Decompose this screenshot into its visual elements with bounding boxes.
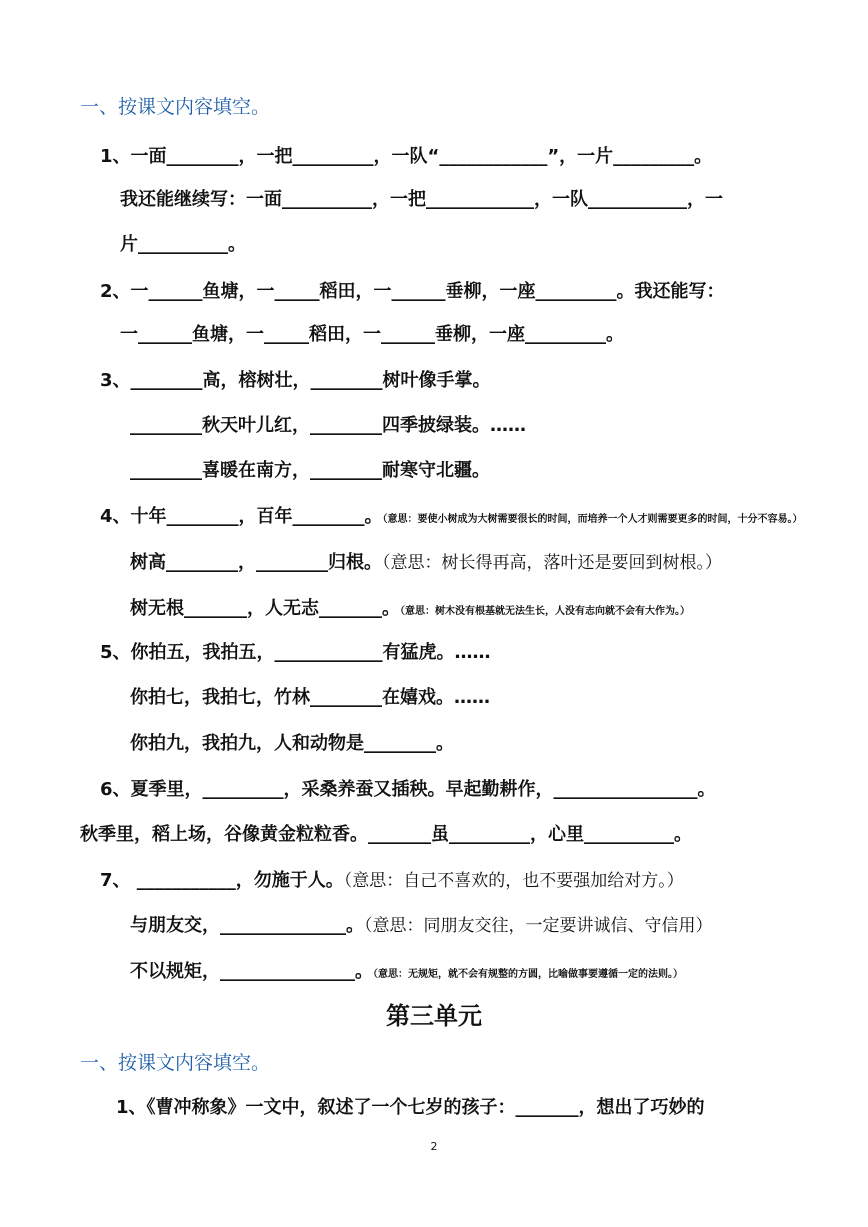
- line-text: 5、你拍五，我拍五，____________有猛虎。……: [100, 642, 491, 663]
- exercise-line: [100, 642, 491, 664]
- exercise-line: [120, 234, 246, 256]
- exercise-line: [116, 1097, 705, 1119]
- exercise-line: [100, 370, 491, 392]
- line-text: 树无根_______，人无志_______。: [130, 598, 400, 619]
- line-text: ________喜暖在南方，________耐寒守北疆。: [130, 460, 490, 481]
- exercise-line: [130, 961, 683, 986]
- meaning-note: （意思：树长得再高，落叶还是要回到树根。）: [382, 553, 722, 573]
- exercise-line: [100, 506, 803, 531]
- line-text: 不以规矩，_______________。: [130, 961, 373, 982]
- exercise-line: [130, 915, 713, 937]
- exercise-line: [130, 415, 526, 437]
- exercise-line: [130, 733, 454, 755]
- line-text: 一______鱼塘，一_____稻田，一______垂柳，一座_________。: [120, 324, 624, 345]
- line-text: 片__________。: [120, 234, 246, 255]
- line-text: 3、________高，榕树壮，________树叶像手掌。: [100, 370, 491, 391]
- line-text: 你拍九，我拍九，人和动物是________。: [130, 733, 454, 754]
- line-text: 我还能继续写：一面__________，一把____________，一队___________，一: [120, 189, 723, 210]
- page-number: 2: [430, 1140, 438, 1153]
- line-text: 2、一______鱼塘，一_____稻田，一______垂柳，一座_________。我还能写：: [100, 281, 725, 302]
- exercise-line: [130, 687, 490, 709]
- exercise-line: [100, 146, 712, 168]
- exercise-line: [100, 779, 716, 801]
- section-heading: [80, 1052, 270, 1074]
- meaning-note: （意思：树木没有根基就无法生长，人没有志向就不会有大作为。）: [400, 606, 690, 617]
- section-heading: [80, 96, 270, 118]
- exercise-line: [130, 598, 690, 623]
- exercise-line: [120, 324, 624, 346]
- line-text: 与朋友交，______________。: [130, 915, 364, 936]
- line-text: 1、《曹冲称象》一文中，叙述了一个七岁的孩子：_______，想出了巧妙的: [116, 1097, 705, 1118]
- meaning-note: （意思：自己不喜欢的，也不要强加给对方。）: [343, 871, 684, 891]
- line-text: 一、按课文内容填空。: [80, 1052, 271, 1074]
- line-text: 你拍七，我拍七，竹林________在嬉戏。……: [130, 687, 490, 708]
- exercise-line: [100, 870, 684, 892]
- line-text: 树高________，________归根。: [130, 552, 382, 573]
- line-text: 秋季里，稻上场，谷像黄金粒粒香。_______虽_________，心里__________。: [80, 824, 692, 845]
- line-text: 7、 ___________，勿施于人。: [100, 870, 344, 891]
- meaning-note: （意思：同朋友交往，一定要讲诚信、守信用）: [364, 916, 713, 936]
- meaning-note: （意思：无规矩，就不会有规整的方圆，比喻做事要遵循一定的法则。）: [373, 969, 683, 980]
- line-text: ________秋天叶儿红，________四季披绿装。……: [130, 415, 526, 436]
- exercise-line: [130, 460, 490, 482]
- exercise-line: [100, 281, 725, 303]
- exercise-line: [120, 189, 723, 211]
- exercise-line: [130, 552, 722, 574]
- line-text: 4、十年________，百年________。: [100, 506, 383, 527]
- line-text: 一、按课文内容填空。: [80, 96, 271, 118]
- unit-title: 第三单元: [386, 1002, 482, 1030]
- line-text: 1、一面________，一把_________，一队“____________”，一片_________。: [100, 146, 713, 167]
- exercise-line: [80, 824, 692, 846]
- line-text: 6、夏季里，_________，采桑养蚕又插秧。早起勤耕作，________________。: [100, 779, 716, 800]
- meaning-note: （意思：要使小树成为大树需要很长的时间，而培养一个人才则需要更多的时间，十分不容易。）: [382, 514, 803, 525]
